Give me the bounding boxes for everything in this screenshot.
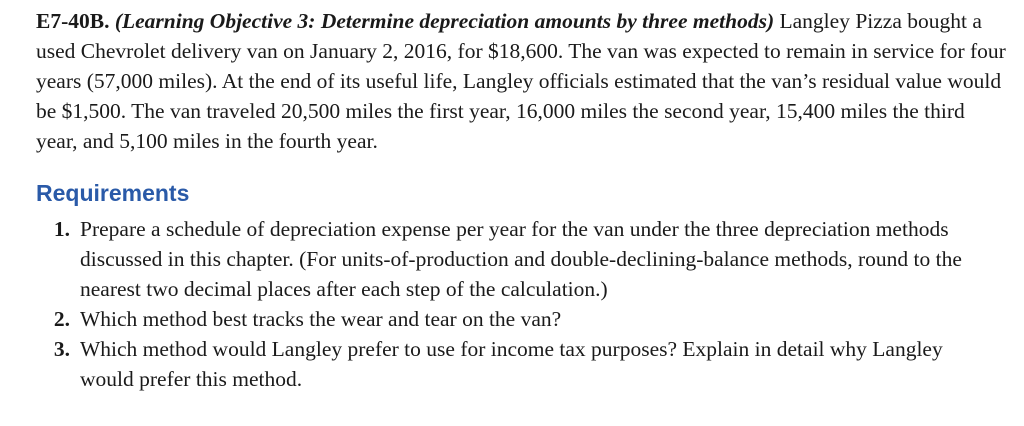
- requirement-item-2: [36, 304, 1008, 334]
- exercise-page: [36, 6, 1008, 394]
- requirements-heading: Requirements: [36, 180, 190, 206]
- requirement-item-3: [36, 334, 1008, 394]
- learning-objective: (Learning Objective 3: Determine depreciation amounts by three methods): [114, 9, 775, 33]
- requirement-text: Prepare a schedule of depreciation expense per year for the van under the three depreciation methods discussed in this chapter. (For units-of-production and double-declining-balance methods, round to the nearest two decimal places after each step of the calculation.): [80, 217, 962, 301]
- requirement-item-1: [36, 214, 1008, 304]
- requirement-text: Which method best tracks the wear and tear on the van?: [80, 307, 562, 331]
- requirement-number: 3.: [53, 337, 70, 361]
- requirement-text: Which method would Langley prefer to use for income tax purposes? Explain in detail why Langley would prefer this method.: [80, 337, 943, 391]
- requirement-number: 2.: [53, 307, 70, 331]
- requirements-list: [36, 214, 1008, 394]
- requirement-number: 1.: [53, 217, 70, 241]
- problem-statement: [36, 6, 1008, 156]
- exercise-code: E7-40B.: [36, 9, 110, 33]
- problem-body: Langley Pizza bought a used Chevrolet delivery van on January 2, 2016, for $18,600. The van was expected to remain in service for four years (57,000 miles). At the end of its useful life, Langley officials estimated that the van’s residual value would be $1,500. The van traveled 20,500 miles the first year, 16,000 miles the second year, 15,400 miles the third year, and 5,100 miles in the fourth year.: [36, 9, 1006, 153]
